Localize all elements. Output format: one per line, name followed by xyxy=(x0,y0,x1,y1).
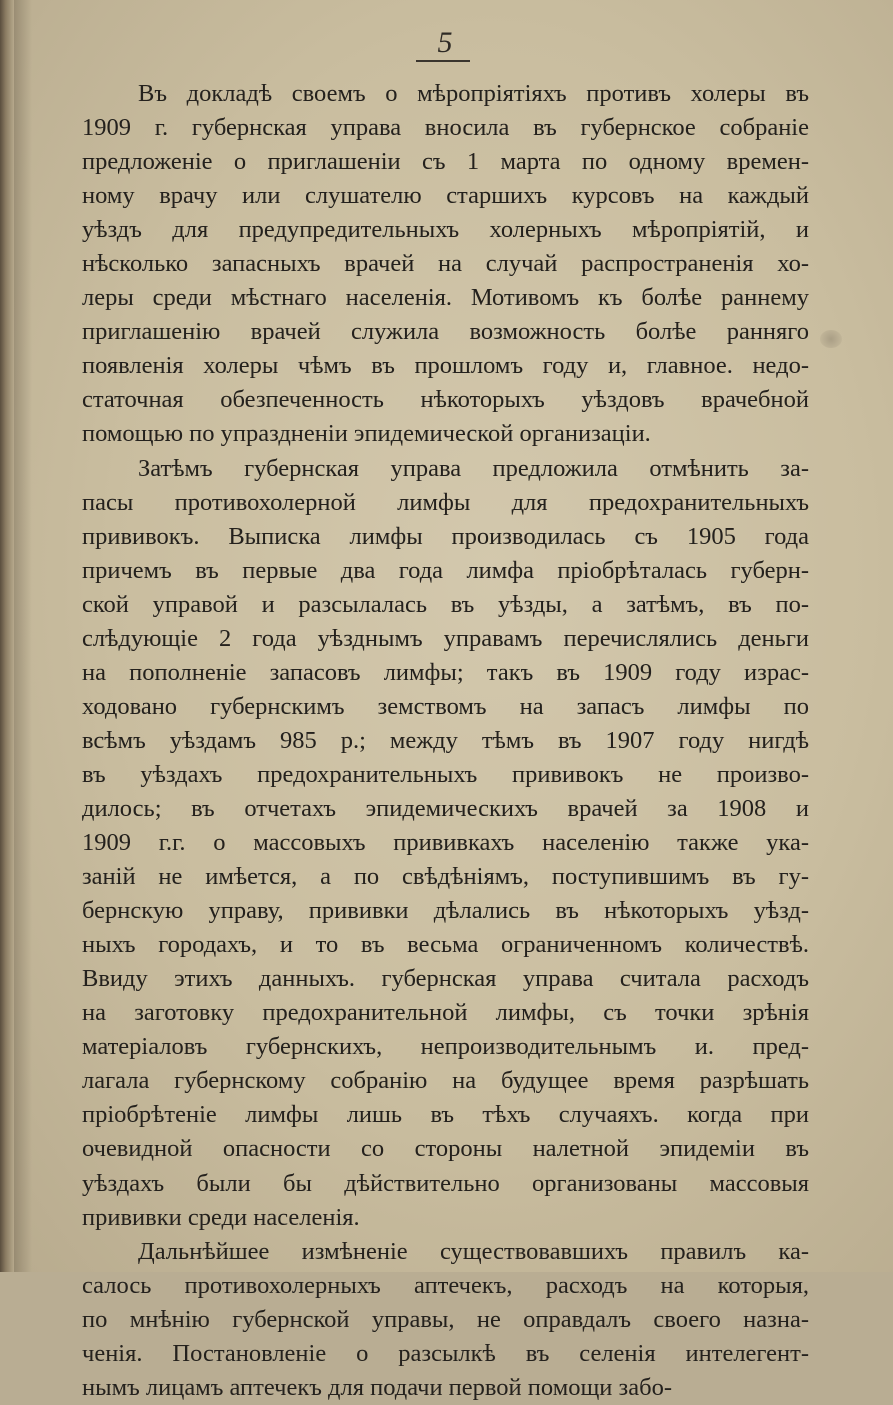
text-line: статочная обезпеченность нѣкоторыхъ уѣздовъ врачебной xyxy=(82,386,809,414)
text-line: на пополненіе запасовъ лимфы; такъ въ 1909 году израс- xyxy=(82,658,809,686)
text-line: Затѣмъ губернская управа предложила отмѣнить за- xyxy=(138,454,809,482)
text-line: лагала губернскому собранію на будущее время разрѣшать xyxy=(82,1067,809,1095)
text-line: ской управой и разсылалась въ уѣзды, а затѣмъ, въ по- xyxy=(82,590,809,618)
text-line: въ уѣздахъ предохранительныхъ прививокъ не произво- xyxy=(82,760,809,788)
text-line: Дальнѣйшее измѣненіе существовавшихъ правилъ ка- xyxy=(138,1237,809,1265)
text-line: бернскую управу, прививки дѣлались въ нѣкоторыхъ уѣзд- xyxy=(82,897,809,925)
text-line: ному врачу или слушателю старшихъ курсовъ на каждый xyxy=(82,182,809,210)
text-line: появленія холеры чѣмъ въ прошломъ году и, главное. недо- xyxy=(82,352,809,380)
text-line: нѣсколько запасныхъ врачей на случай распространенія хо- xyxy=(82,250,809,278)
text-line: приглашенію врачей служила возможность болѣе ранняго xyxy=(82,318,809,346)
text-line: помощью по упраздненіи эпидемической организаціи. xyxy=(82,420,651,448)
paper-stain xyxy=(820,330,842,348)
text-line: Въ докладѣ своемъ о мѣропріятіяхъ противъ холеры въ xyxy=(138,80,809,107)
text-line: ныхъ городахъ, и то въ весьма ограниченномъ количествѣ. xyxy=(82,931,809,959)
text-line: пасы противохолерной лимфы для предохранительныхъ xyxy=(82,488,809,516)
text-line: прививокъ. Выписка лимфы производилась съ 1905 года xyxy=(82,522,809,550)
text-line: матеріаловъ губернскихъ, непроизводительнымъ и. пред- xyxy=(82,1033,809,1061)
text-line: предложеніе о приглашеніи съ 1 марта по одному времен- xyxy=(82,148,809,176)
body-text xyxy=(82,77,809,1405)
binding-shadow xyxy=(14,0,32,1272)
text-line: очевидной опасности со стороны налетной эпидеміи въ xyxy=(82,1135,809,1163)
page-number-underline xyxy=(416,60,470,62)
text-line: по мнѣнію губернской управы, не оправдалъ своего назна- xyxy=(82,1305,809,1333)
text-line: заній не имѣется, а по свѣдѣніямъ, поступившимъ въ гу- xyxy=(82,863,809,891)
text-line: 1909 г.г. о массовыхъ прививкахъ населенію также ука- xyxy=(82,829,809,857)
text-line: ченія. Постановленіе о разсылкѣ въ селенія интелегент- xyxy=(82,1339,809,1367)
text-line: леры среди мѣстнаго населенія. Мотивомъ къ болѣе раннему xyxy=(82,284,809,312)
text-line: Ввиду этихъ данныхъ. губернская управа считала расходъ xyxy=(82,965,809,993)
text-line: на заготовку предохранительной лимфы, съ точки зрѣнія xyxy=(82,999,809,1027)
text-line: уѣздахъ были бы дѣйствительно организованы массовыя xyxy=(82,1169,809,1197)
text-line: салось противохолерныхъ аптечекъ, расходъ на которыя, xyxy=(82,1271,809,1299)
text-line: нымъ лицамъ аптечекъ для подачи первой помощи забо- xyxy=(82,1373,672,1401)
text-line: дилось; въ отчетахъ эпидемическихъ врачей за 1908 и xyxy=(82,794,809,822)
text-line: прививки среди населенія. xyxy=(82,1203,360,1231)
text-line: всѣмъ уѣздамъ 985 р.; между тѣмъ въ 1907 году нигдѣ xyxy=(82,726,809,754)
book-binding-edge xyxy=(0,0,14,1272)
text-line: причемъ въ первые два года лимфа пріобрѣталась губерн- xyxy=(82,556,809,584)
text-line: слѣдующіе 2 года уѣзднымъ управамъ перечислялись деньги xyxy=(82,624,809,652)
text-line: 1909 г. губернская управа вносила въ губернское собраніе xyxy=(82,114,809,142)
page-number: 5 xyxy=(437,26,453,59)
text-line: уѣздъ для предупредительныхъ холерныхъ мѣропріятій, и xyxy=(82,216,809,244)
text-line: пріобрѣтеніе лимфы лишь въ тѣхъ случаяхъ. когда при xyxy=(82,1101,809,1129)
text-line: ходовано губернскимъ земствомъ на запасъ лимфы по xyxy=(82,692,809,720)
